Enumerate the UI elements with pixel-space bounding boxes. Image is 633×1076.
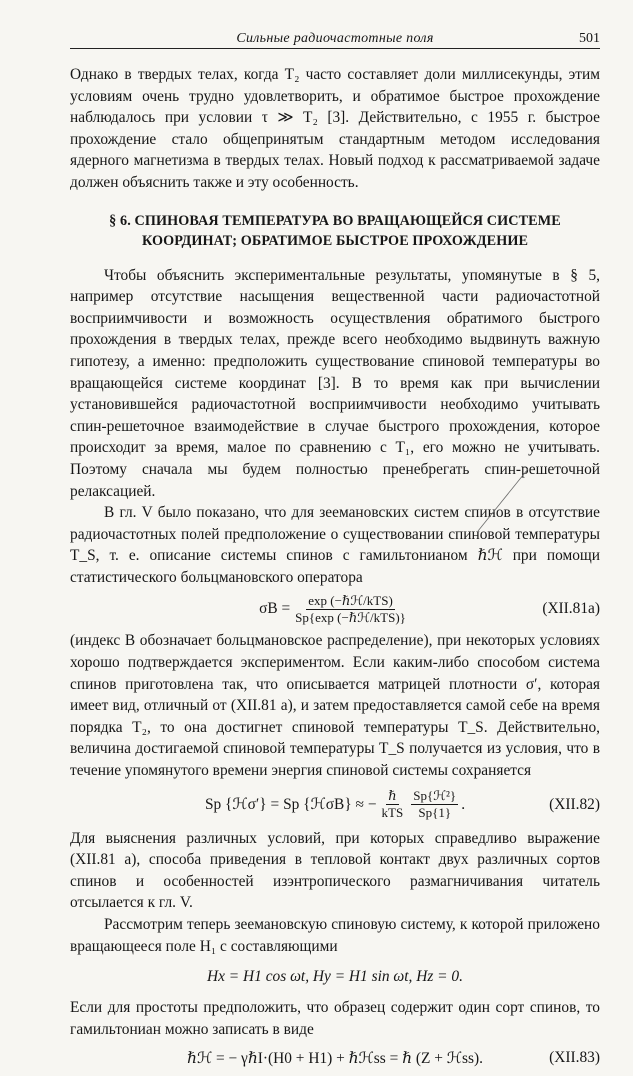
eq-field-text: Hx = H1 cos ωt, Hy = H1 sin ωt, Hz = 0. <box>207 968 463 986</box>
paragraph-7: Если для простоты предположить, что образец содержит один сорт спинов, то гамильтониан можно записать в виде <box>70 999 600 1038</box>
eq82-fraction-1 <box>380 788 406 821</box>
eq82-f1-numerator: ℏ <box>388 788 397 804</box>
paragraph-2: Чтобы объяснить экспериментальные результаты, упомянутые в § 5, например отсутствие насыщения вещественной части радиочастотной восприимчивости и возможность осуществления обратимого быстрого прохождения в твердых телах, прежде всего необходимо выдвинуть важную гипотезу, а именно: предположить существование спиновой температуры во вращающейся системе координат [3]. В то время как при вычислении установившейся радиочастотной восприимчивости необходимо учитывать спин-решеточное взаимодействие в случае быстрого прохождения, которое происходит за время, малое по сравнению с T₁, его можно не учитывать. Поэтому сначала мы будем полностью пренебрегать спин-решеточной релаксацией. <box>70 266 600 500</box>
eq81a-fraction <box>293 593 408 626</box>
eq82-f2-denominator: Sp{1} <box>418 805 452 821</box>
eq82-fraction-2 <box>411 788 458 821</box>
eq81a-denominator: Sp{exp (−ℏℋ/kTS)} <box>295 609 406 625</box>
eq81a-label: (XII.81a) <box>542 600 600 618</box>
paragraph-6: Рассмотрим теперь зеемановскую спиновую систему, к которой приложено вращающееся поле H₁ с составляющими <box>70 916 600 955</box>
eq82-f1-denominator: kTS <box>381 805 404 821</box>
paragraph-3: В гл. V было показано, что для зеемановских систем спинов в отсутствие радиочастотных полей предположение о существовании спиновой температуры T_S, т. е. описание системы спинов с гамильтонианом ℏℋ при помощи статистического больцмановского оператора <box>70 504 600 586</box>
equation-xii-82 <box>70 782 600 828</box>
running-title: Сильные радиочастотные поля <box>236 31 434 46</box>
eq81a-lhs: σB = <box>259 600 291 618</box>
eq83-text: ℏℋ = − γℏI·(H0 + H1) + ℏℋss = ℏ (Z + ℋss). <box>187 1049 483 1067</box>
equation-xii-81a <box>70 588 600 630</box>
paragraph-5: Для выяснения различных условий, при которых справедливо выражение (XII.81 а), способа приведения в тепловой контакт двух различных сортов спинов и особенностей изэнтропического размагничивания читатель отсылается к гл. V. <box>70 829 600 912</box>
paragraph-1: Однако в твердых телах, когда T₂ часто составляет доли миллисекунды, этим условиям очень трудно удовлетворить, и обратимое быстрое прохождение наблюдалось при условии τ ≫ T₂ [3]. Действительно, с 1955 г. быстрое прохождение стало общепринятым стандартным методом исследования ядерного магнетизма в твердых телах. Новый подход к рассматриваемой задаче должен объяснить также и эту особенность. <box>70 66 600 191</box>
eq82-tail: . <box>461 795 466 813</box>
eq82-label: (XII.82) <box>549 795 600 813</box>
running-header <box>70 30 600 49</box>
section-heading: § 6. СПИНОВАЯ ТЕМПЕРАТУРА ВО ВРАЩАЮЩЕЙСЯ СИСТЕМЕ КООРДИНАТ; ОБРАТИМОЕ БЫСТРОЕ ПРОХОЖДЕНИЕ <box>109 212 561 249</box>
equation-rotating-field <box>70 957 600 997</box>
eq82-f2-numerator: Sp{ℋ²} <box>413 788 457 804</box>
eq81a-numerator: exp (−ℏℋ/kTS) <box>308 592 393 608</box>
equation-xii-83 <box>70 1040 600 1076</box>
eq83-label: (XII.83) <box>549 1049 600 1067</box>
eq82-lhs: Sp {ℋσ′} = Sp {ℋσB} ≈ − <box>204 796 377 814</box>
page-number: 501 <box>579 31 600 46</box>
main-text <box>70 64 600 1076</box>
paragraph-4: (индекс B обозначает больцмановское распределение), при некоторых условиях хорошо подтверждается экспериментом. Если каким-либо способом система спинов приготовлена так, что описывается матрицей плотности σ′, которая имеет вид, отличный от (XII.81 а), и затем предоставляется самой себе на время порядка T₂, то она достигнет спиновой температуры T_S. Действительно, величина достигаемой спиновой температуры T_S получается из условия, что в течение упомянутого времени энергия спиновой системы сохраняется <box>70 632 600 780</box>
